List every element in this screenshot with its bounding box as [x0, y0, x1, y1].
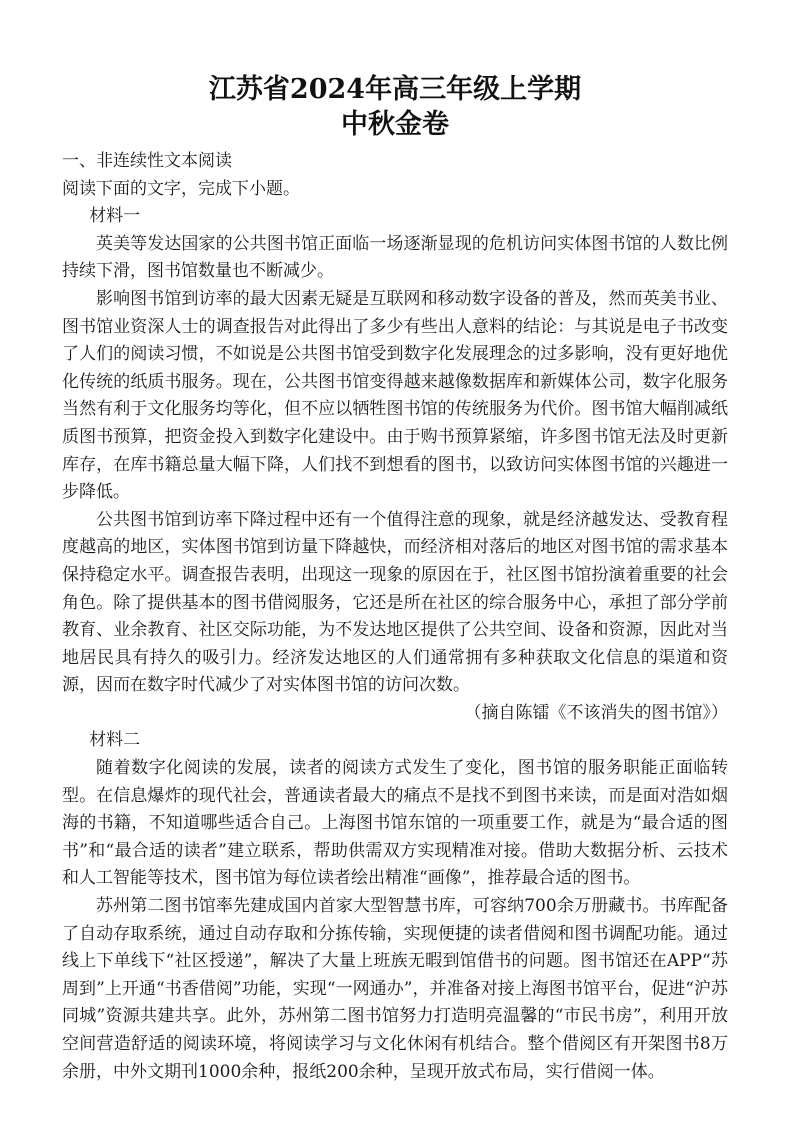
- section-instruction: 阅读下面的文字，完成下小题。: [62, 178, 300, 199]
- page-subtitle: 中秋金卷: [341, 109, 449, 140]
- material-1-paragraph: 影响图书馆到访率的最大因素无疑是互联网和移动数字设备的普及，然而英美书业、图书馆业资深人士的调查报告对此得出了多少有些出人意料的结论：与其说是电子书改变了人们的阅读习惯，不如说是公共图书馆受到数字化发展理念的过多影响，没有更好地优化传统的纸质书服务。现在，公共图书馆变得越来越像数据库和新媒体公司，数字化服务当然有利于文化服务均等化，但不应以牺牲图书馆的传统服务为代价。图书馆大幅削减纸质图书预算，把资金投入到数字化建设中。由于购书预算紧缩，许多图书馆无法及时更新库存，在库书籍总量大幅下降，人们找不到想看的图书，以致访问实体图书馆的兴趣进一步降低。: [62, 288, 728, 503]
- material-1-label: 材料一: [89, 206, 141, 227]
- material-2-label: 材料二: [89, 730, 141, 751]
- material-2-paragraph: 随着数字化阅读的发展，读者的阅读方式发生了变化，图书馆的服务职能正面临转型。在信息爆炸的现代社会，普通读者最大的痛点不是找不到图书来读，而是面对浩如烟海的书籍，不知道哪些适合自己。上海图书馆东馆的一项重要工作，就是为“最合适的图书”和“最合适的读者”建立联系，帮助供需双方实现精准对接。借助大数据分析、云技术和人工智能等技术，图书馆为每位读者绘出精准“画像”，推荐最合适的图书。: [62, 758, 728, 889]
- material-1-paragraph: 英美等发达国家的公共图书馆正面临一场逐渐显现的危机访问实体图书馆的人数比例持续下滑，图书馆数量也不断减少。: [62, 233, 728, 282]
- section-heading: 一、非连续性文本阅读: [62, 151, 232, 171]
- document-body: [62, 148, 728, 1086]
- material-1-paragraph: 公共图书馆到访率下降过程中还有一个值得注意的现象，就是经济越发达、受教育程度越高的地区，实体图书馆到访量下降越快，而经济相对落后的地区对图书馆的需求基本保持稳定水平。调查报告表明，出现这一现象的原因在于，社区图书馆扮演着重要的社会角色。除了提供基本的图书借阅服务，它还是所在社区的综合服务中心，承担了部分学前教育、业余教育、社区交际功能，为不发达地区提供了公共空间、设备和资源，因此对当地居民具有持久的吸引力。经济发达地区的人们通常拥有多种获取文化信息的渠道和资源，因而在数字时代减少了对实体图书馆的访问次数。: [62, 509, 728, 696]
- material-1-source: （摘自陈镭《不该消失的图书馆》）: [464, 702, 728, 723]
- page-title: 江苏省2024年高三年级上学期: [208, 74, 582, 105]
- material-2-paragraph: 苏州第二图书馆率先建成国内首家大型智慧书库，可容纳700余万册藏书。书库配备了自动存取系统，通过自动存取和分拣传输，实现便捷的读者借阅和图书调配功能。通过线上下单线下“社区授递”，解决了大量上班族无暇到馆借书的问题。图书馆还在APP“苏周到”上开通“书香借阅”功能，实现“一网通办”，并准备对接上海图书馆平台，促进“沪苏同城”资源共建共享。此外，苏州第二图书馆努力打造明亮温馨的“市民书房”，利用开放空间营造舒适的阅读环境，将阅读学习与文化休闲有机结合。整个借阅区有开架图书8万余册，中外文期刊1000余种，报纸200余种，呈现开放式布局，实行借阅一体。: [62, 896, 728, 1082]
